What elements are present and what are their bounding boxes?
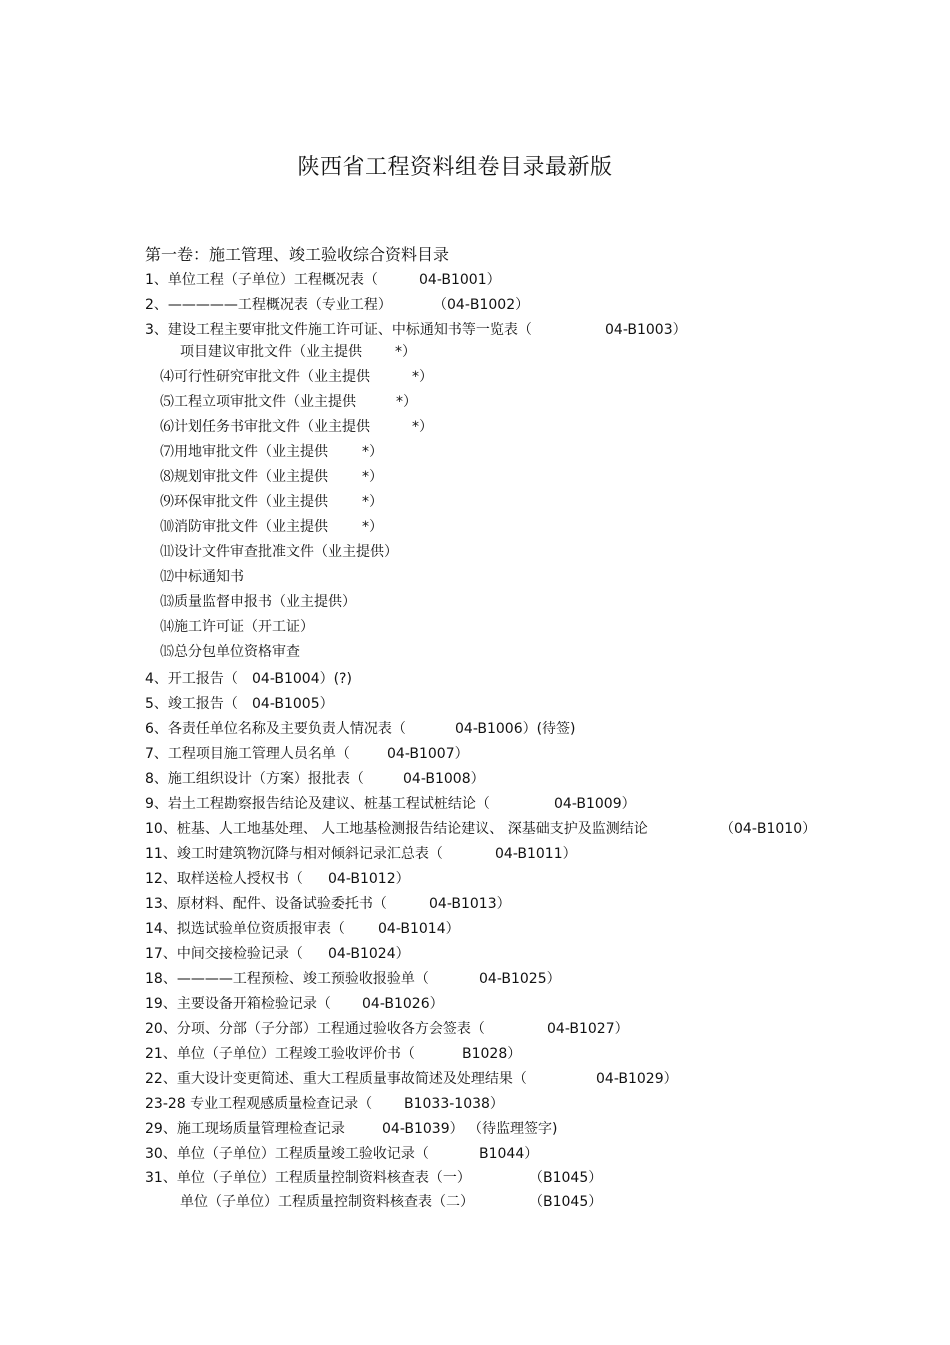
list-item: ⑺用地审批文件（业主提供 *） (160, 444, 383, 460)
list-item: 18、————工程预检、竣工预验收报验单（ 04-B1025） (145, 971, 561, 987)
list-item: 23-28 专业工程观感质量检查记录（ B1033-1038） (145, 1096, 504, 1112)
list-item: 11、竣工时建筑物沉降与相对倾斜记录汇总表（ 04-B1011） (145, 846, 577, 862)
list-item: ⒁施工许可证（开工证） (160, 619, 314, 635)
list-item: 29、施工现场质量管理检查记录 04-B1039） （待监理签字) (145, 1121, 558, 1137)
list-item: ⑿中标通知书 (160, 569, 244, 585)
list-item: 5、竣工报告（ 04-B1005） (145, 696, 334, 712)
list-item: 8、施工组织设计（方案）报批表（ 04-B1008） (145, 771, 485, 787)
list-item: 20、分项、分部（子分部）工程通过验收各方会签表（ 04-B1027） (145, 1021, 629, 1037)
list-item: 3、建设工程主要审批文件施工许可证、中标通知书等一览表（ 04-B1003） (145, 322, 687, 338)
list-item: 单位（子单位）工程质量控制资料核查表（二） （B1045） (180, 1194, 603, 1210)
list-item: 31、单位（子单位）工程质量控制资料核查表（一） （B1045） (145, 1170, 603, 1186)
list-item: 7、工程项目施工管理人员名单（ 04-B1007） (145, 746, 469, 762)
list-item: ⑸工程立项审批文件（业主提供 *） (160, 394, 417, 410)
list-item: 6、各责任单位名称及主要负责人情况表（ 04-B1006）(待签) (145, 721, 576, 737)
list-item: 17、中间交接检验记录（ 04-B1024） (145, 946, 410, 962)
list-item: 21、单位（子单位）工程竣工验收评价书（ B1028） (145, 1046, 522, 1062)
list-item: ⑹计划任务书审批文件（业主提供 *） (160, 419, 433, 435)
list-item: ⑼环保审批文件（业主提供 *） (160, 494, 383, 510)
list-item: 14、拟选试验单位资质报审表（ 04-B1014） (145, 921, 460, 937)
list-item: 19、主要设备开箱检验记录（ 04-B1026） (145, 996, 444, 1012)
document-title: 陕西省工程资料组卷目录最新版 (297, 155, 613, 180)
list-item: 项目建议审批文件（业主提供 *） (180, 344, 416, 360)
list-item: 4、开工报告（ 04-B1004）(?) (145, 671, 352, 687)
list-item: 12、取样送检人授权书（ 04-B1012） (145, 871, 410, 887)
list-item: ⑽消防审批文件（业主提供 *） (160, 519, 383, 535)
list-item: ⒀质量监督申报书（业主提供） (160, 594, 356, 610)
list-item: ⑷可行性研究审批文件（业主提供 *） (160, 369, 433, 385)
list-item: 30、单位（子单位）工程质量竣工验收记录（ B1044） (145, 1146, 539, 1162)
list-item: 2、—————工程概况表（专业工程） （04-B1002） (145, 297, 530, 313)
volume-heading: 第一卷：施工管理、竣工验收综合资料目录 (145, 245, 450, 264)
list-item: 13、原材料、配件、设备试验委托书（ 04-B1013） (145, 896, 511, 912)
list-item: 9、岩土工程勘察报告结论及建议、桩基工程试桩结论（ 04-B1009） (145, 796, 636, 812)
list-item: 10、桩基、人工地基处理、 人工地基检测报告结论建议、 深基础支护及监测结论 （04-B1010） (145, 821, 817, 837)
list-item: ⒂总分包单位资格审查 (160, 644, 300, 660)
list-item: ⑾设计文件审查批准文件（业主提供） (160, 544, 398, 560)
list-item: 1、单位工程（子单位）工程概况表（ 04-B1001） (145, 272, 501, 288)
list-item: 22、重大设计变更简述、重大工程质量事故简述及处理结果（ 04-B1029） (145, 1071, 678, 1087)
list-item: ⑻规划审批文件（业主提供 *） (160, 469, 383, 485)
